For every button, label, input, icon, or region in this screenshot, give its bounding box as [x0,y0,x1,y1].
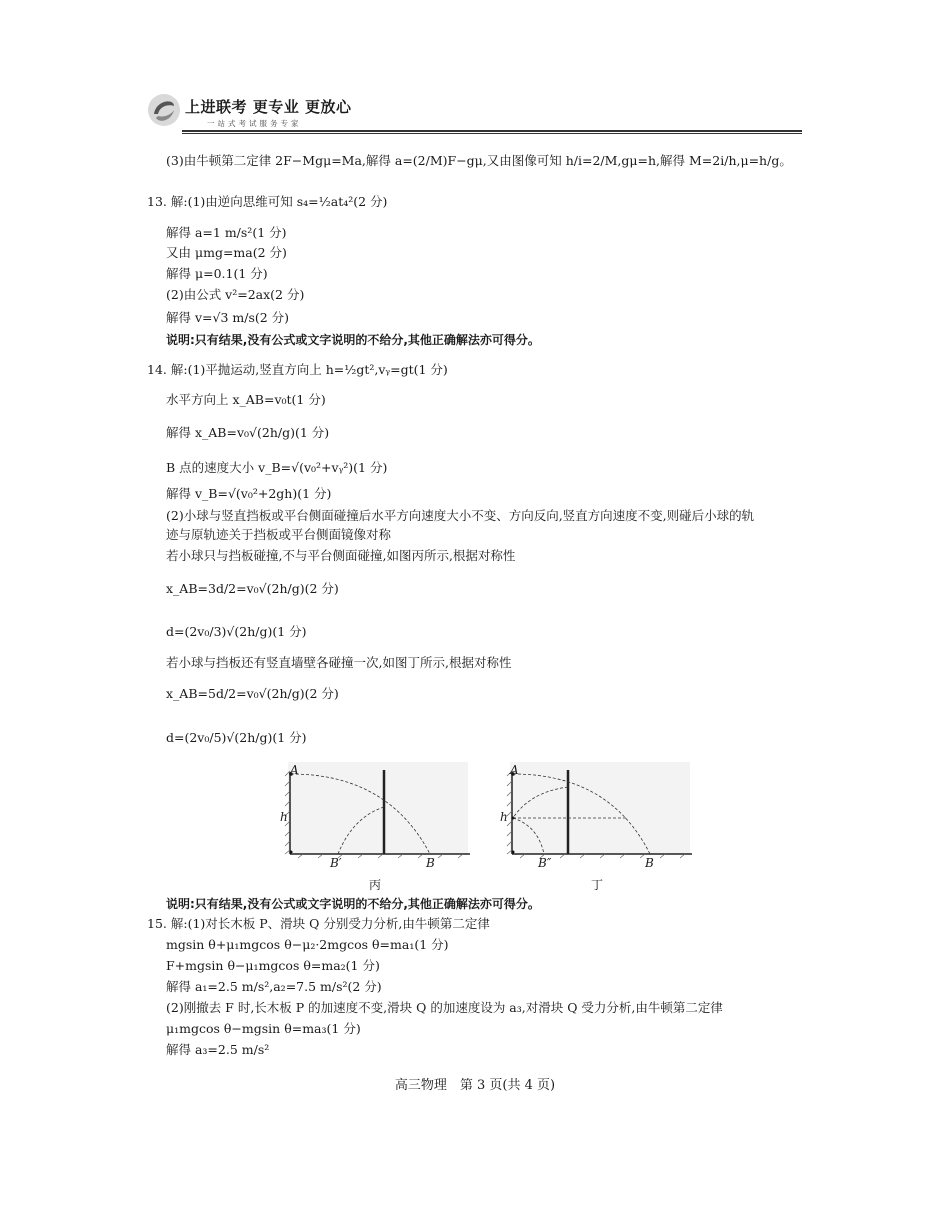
fig-ding-label-a: A [510,763,519,777]
q12-part3-line: (3)由牛顿第二定律 2F−Mgμ=Ma,解得 a=(2/M)F−gμ,又由图像可知 h/i=2/M,gμ=h,解得 M=2i/h,μ=h/g。 [166,153,792,168]
q14-line: x_AB=3d/2=v₀√(2h/g)(2 分) [166,581,339,596]
q14-line: B 点的速度大小 v_B=√(v₀²+vᵧ²)(1 分) [166,460,388,475]
q13-line: 又由 μmg=ma(2 分) [166,245,287,260]
fig-bing-label-b1: B′ [330,856,342,870]
scoring-note: 说明:只有结果,没有公式或文字说明的不给分,其他正确解法亦可得分。 [166,897,540,911]
q15-line: mgsin θ+μ₁mgcos θ−μ₂·2mgcos θ=ma₁(1 分) [166,937,449,952]
fig-bing-caption: 丙 [369,878,382,892]
figure-ding [500,762,700,862]
brand-subtitle: 一站式考试服务专家 [207,119,302,128]
fig-ding-label-b2: B″ [538,856,552,870]
q14-line: (2)小球与竖直挡板或平台侧面碰撞后水平方向速度大小不变、方向反向,竖直方向速度不变,则碰后小球的轨 [166,508,755,523]
scoring-note: 说明:只有结果,没有公式或文字说明的不给分,其他正确解法亦可得分。 [166,333,540,347]
q15-line: F+mgsin θ−μ₁mgcos θ=ma₂(1 分) [166,958,380,973]
q13-line: (2)由公式 v²=2ax(2 分) [166,287,305,302]
brand-logo-icon [146,92,182,128]
q14-line: d=(2v₀/5)√(2h/g)(1 分) [166,730,307,745]
fig-ding-label-h: h [500,810,508,824]
q14-line: 迹与原轨迹关于挡板或平台侧面镜像对称 [166,527,392,542]
q14-heading: 14. 解:(1)平抛运动,竖直方向上 h=½gt²,vᵧ=gt(1 分) [147,362,448,377]
figure-bing [278,762,478,862]
q15-line: μ₁mgcos θ−mgsin θ=ma₃(1 分) [166,1021,361,1036]
fig-bing-label-a: A [290,763,299,777]
q13-line: 解得 μ=0.1(1 分) [166,266,268,281]
header-rule [182,130,802,132]
q14-line: 若小球与挡板还有竖直墙壁各碰撞一次,如图丁所示,根据对称性 [166,655,512,670]
q13-heading: 13. 解:(1)由逆向思维可知 s₄=½at₄²(2 分) [147,194,388,209]
fig-ding-label-b: B [645,856,654,870]
fig-bing-label-h: h [280,810,288,824]
fig-ding-caption: 丁 [591,878,604,892]
q14-line: 若小球只与挡板碰撞,不与平台侧面碰撞,如图丙所示,根据对称性 [166,548,516,563]
header-rule-thin [182,133,802,134]
q15-line: 解得 a₁=2.5 m/s²,a₂=7.5 m/s²(2 分) [166,979,382,994]
q14-line: 水平方向上 x_AB=v₀t(1 分) [166,392,326,407]
q14-line: 解得 v_B=√(v₀²+2gh)(1 分) [166,486,332,501]
q15-line: 解得 a₃=2.5 m/s² [166,1042,270,1057]
q14-line: d=(2v₀/3)√(2h/g)(1 分) [166,624,307,639]
q13-line: 解得 a=1 m/s²(1 分) [166,225,287,240]
q15-heading: 15. 解:(1)对长木板 P、滑块 Q 分别受力分析,由牛顿第二定律 [147,916,490,931]
fig-bing-label-b: B [426,856,435,870]
brand-title: 上进联考 更专业 更放心 [185,98,352,116]
q14-line: 解得 x_AB=v₀√(2h/g)(1 分) [166,425,330,440]
q13-line: 解得 v=√3 m/s(2 分) [166,310,290,325]
q15-line: (2)刚撤去 F 时,长木板 P 的加速度不变,滑块 Q 的加速度设为 a₃,对滑块 Q 受力分析,由牛顿第二定律 [166,1000,723,1015]
q14-line: x_AB=5d/2=v₀√(2h/g)(2 分) [166,686,339,701]
page-footer: 高三物理 第 3 页(共 4 页) [394,1078,556,1093]
